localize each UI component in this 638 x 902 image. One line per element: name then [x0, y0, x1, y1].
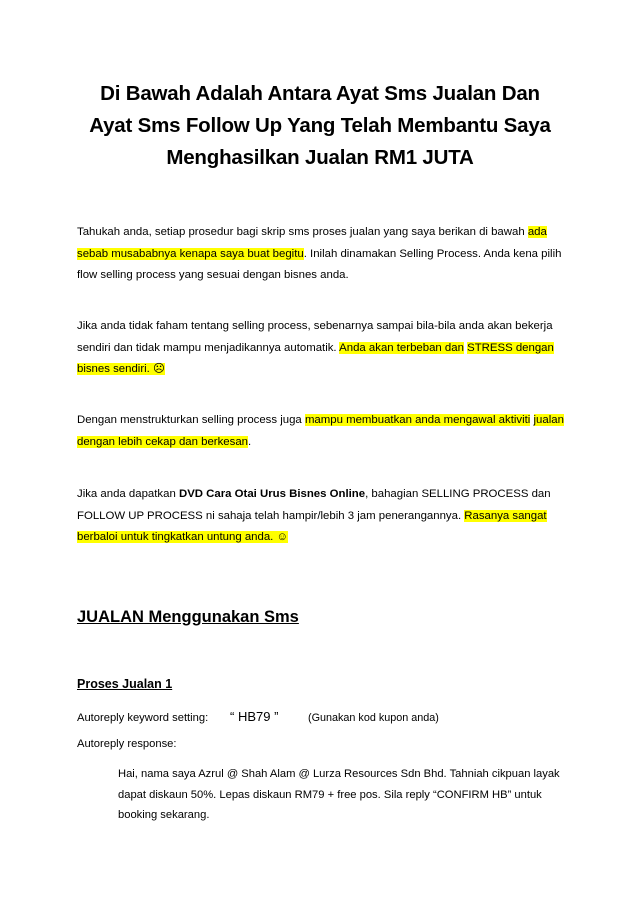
title-line-2: Ayat Sms Follow Up Yang Telah Membantu Saya [89, 114, 551, 137]
p4-highlight-1: Rasanya sangat [464, 509, 547, 522]
p1-text-b: . Inilah dinamakan Selling Process. Anda kena pilih flow selling process yang sesuai dengan bisnes anda. [77, 247, 562, 281]
p4-text-a: Jika anda dapatkan [77, 488, 179, 500]
paragraph-1 [77, 222, 567, 287]
p3-text-a: Dengan menstrukturkan selling process juga [77, 414, 305, 426]
p4-highlight-2: berbaloi untuk tingkatkan untung anda. ☺ [77, 531, 289, 543]
keyword-note: (Gunakan kod kupon anda) [308, 712, 439, 724]
p1-text-a: Tahukah anda, setiap prosedur bagi skrip sms proses jualan yang saya berikan di bawah [77, 226, 528, 238]
subsection-heading: Proses Jualan 1 [77, 677, 173, 691]
paragraph-2 [77, 316, 567, 381]
response-label: Autoreply response: [77, 738, 177, 750]
paragraph-4 [77, 484, 567, 549]
section-heading: JUALAN Menggunakan Sms [77, 608, 299, 626]
paragraph-3 [77, 410, 567, 453]
p3-highlight-2: jualan dengan lebih cekap dan berkesan [77, 414, 564, 448]
keyword-value: “ HB79 ” [230, 709, 279, 724]
p4-bold-product: DVD Cara Otai Urus Bisnes Online [178, 488, 366, 500]
p4-text-b: , bahagian SELLING PROCESS dan FOLLOW UP PROCESS ni sahaja telah hampir/lebih 3 jam penerangannya. [77, 488, 551, 522]
p3-highlight-1: mampu membuatkan anda mengawal aktiviti [304, 414, 531, 426]
title-line-1: Di Bawah Adalah Antara Ayat Sms Jualan Dan [100, 82, 540, 105]
p2-highlight-2: STRESS dengan bisnes sendiri. ☹ [77, 341, 554, 375]
p2-text-a: Jika anda tidak faham tentang selling process, sebenarnya sampai bila-bila anda akan bekerja sendiri dan tidak mampu menjadikannya automatik. [77, 320, 553, 354]
keyword-label: Autoreply keyword setting: [77, 712, 209, 724]
p1-highlight-1: ada [527, 226, 547, 238]
p1-highlight-2: sebab musababnya kenapa saya buat begitu [77, 247, 304, 260]
p2-highlight-1: Anda akan terbeban dan [339, 341, 464, 354]
document-title [60, 78, 580, 174]
response-text: Hai, nama saya Azrul @ Shah Alam @ Lurza Resources Sdn Bhd. Tahniah cikpuan layak dapat diskaun 50%. Lepas diskaun RM79 + free pos. Sila reply “CONFIRM HB” untuk booking sekarang. [118, 768, 560, 821]
title-line-3: Menghasilkan Jualan RM1 JUTA [166, 146, 474, 169]
p3-text-b: . [248, 435, 252, 448]
